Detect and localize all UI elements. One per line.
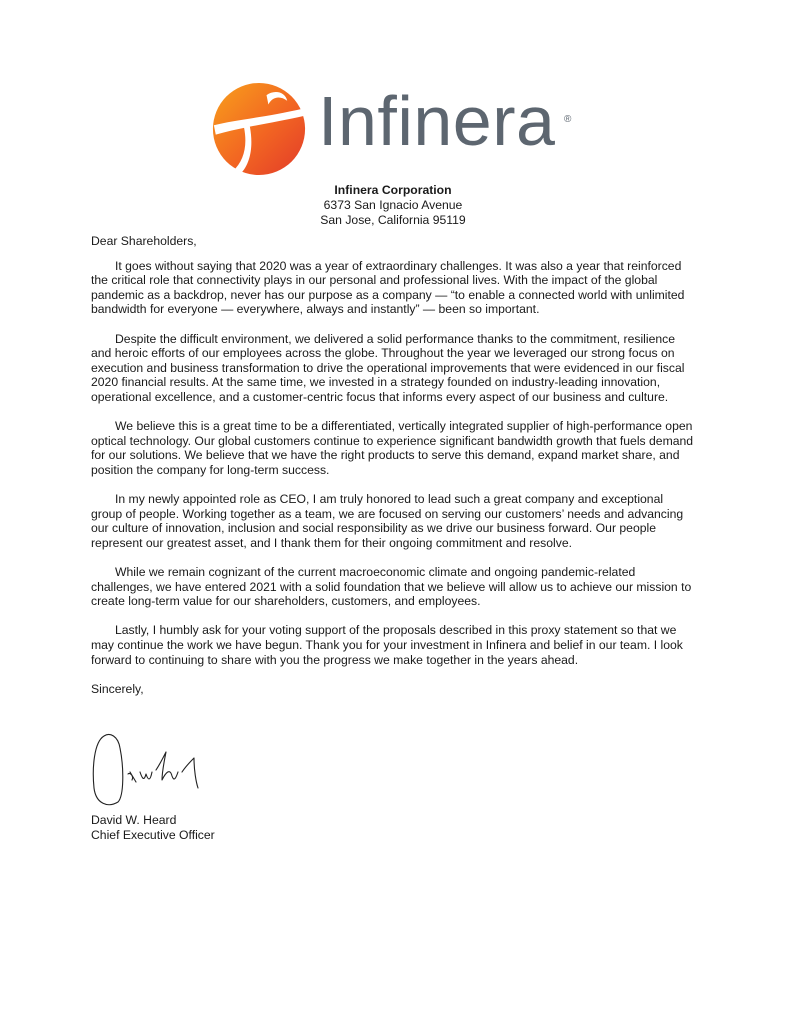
paragraph: While we remain cognizant of the current macroeconomic climate and ongoing pandemic-related challenges, we have entered 2021 with a solid foundation that we believe will allow us to achieve our mission to create long-term value for our shareholders, customers, and employees. <box>91 565 692 609</box>
infinera-logo <box>212 80 582 180</box>
letter-body <box>91 234 696 711</box>
company-address <box>0 183 786 227</box>
closing: Sincerely, <box>91 681 144 696</box>
signature-image <box>90 728 230 810</box>
paragraph: Despite the difficult environment, we delivered a solid performance thanks to the commitment, resilience and heroic efforts of our employees across the globe. Throughout the year we leveraged our strong focus on execution and business transformation to drive the operational improvements that were evidenced in our fiscal 2020 financial results. At the same time, we invested in a strategy founded on industry-leading innovation, operational excellence, and a customer-centric focus that informs every aspect of our business and culture. <box>91 331 685 404</box>
paragraph: We believe this is a great time to be a differentiated, vertically integrated supplier of high-performance open optical technology. Our global customers continue to experience significant bandwidth growth that fuels demand for our solutions. We believe that we have the right products to serve this demand, expand market share, and position the company for long-term success. <box>91 419 694 477</box>
registered-mark: ® <box>564 114 572 125</box>
paragraph: In my newly appointed role as CEO, I am truly honored to lead such a great company and exceptional group of people. Working together as a team, we are focused on serving our customers’ needs and advancing our culture of innovation, inclusion and social responsibility as we drive our business forward. Our people represent our greatest asset, and I thank them for their ongoing commitment and resolve. <box>91 492 684 550</box>
company-name: Infinera Corporation <box>334 183 452 197</box>
signer-title: Chief Executive Officer <box>91 827 215 842</box>
salutation: Dear Shareholders, <box>91 234 197 248</box>
paragraph: It goes without saying that 2020 was a year of extraordinary challenges. It was also a year that reinforced the critical role that connectivity plays in our personal and professional lives. With the impact of the global pandemic as a backdrop, never has our purpose as a company — “to enable a connected world with unlimited bandwidth for everyone — everywhere, always and instantly” — been so important. <box>91 258 685 317</box>
paragraph: Lastly, I humbly ask for your voting support of the proposals described in this proxy statement so that we may continue the work we have begun. Thank you for your investment in Infinera and belief in our team. I look forward to continuing to share with you the progress we make together in the years ahead. <box>91 623 683 667</box>
infinera-logo-mark-icon <box>212 82 306 176</box>
infinera-wordmark: Infinera <box>318 82 556 160</box>
signer-block <box>91 813 215 842</box>
address-street: 6373 San Ignacio Avenue <box>323 197 463 212</box>
signer-name: David W. Heard <box>91 813 177 827</box>
address-city: San Jose, California 95119 <box>320 212 466 227</box>
